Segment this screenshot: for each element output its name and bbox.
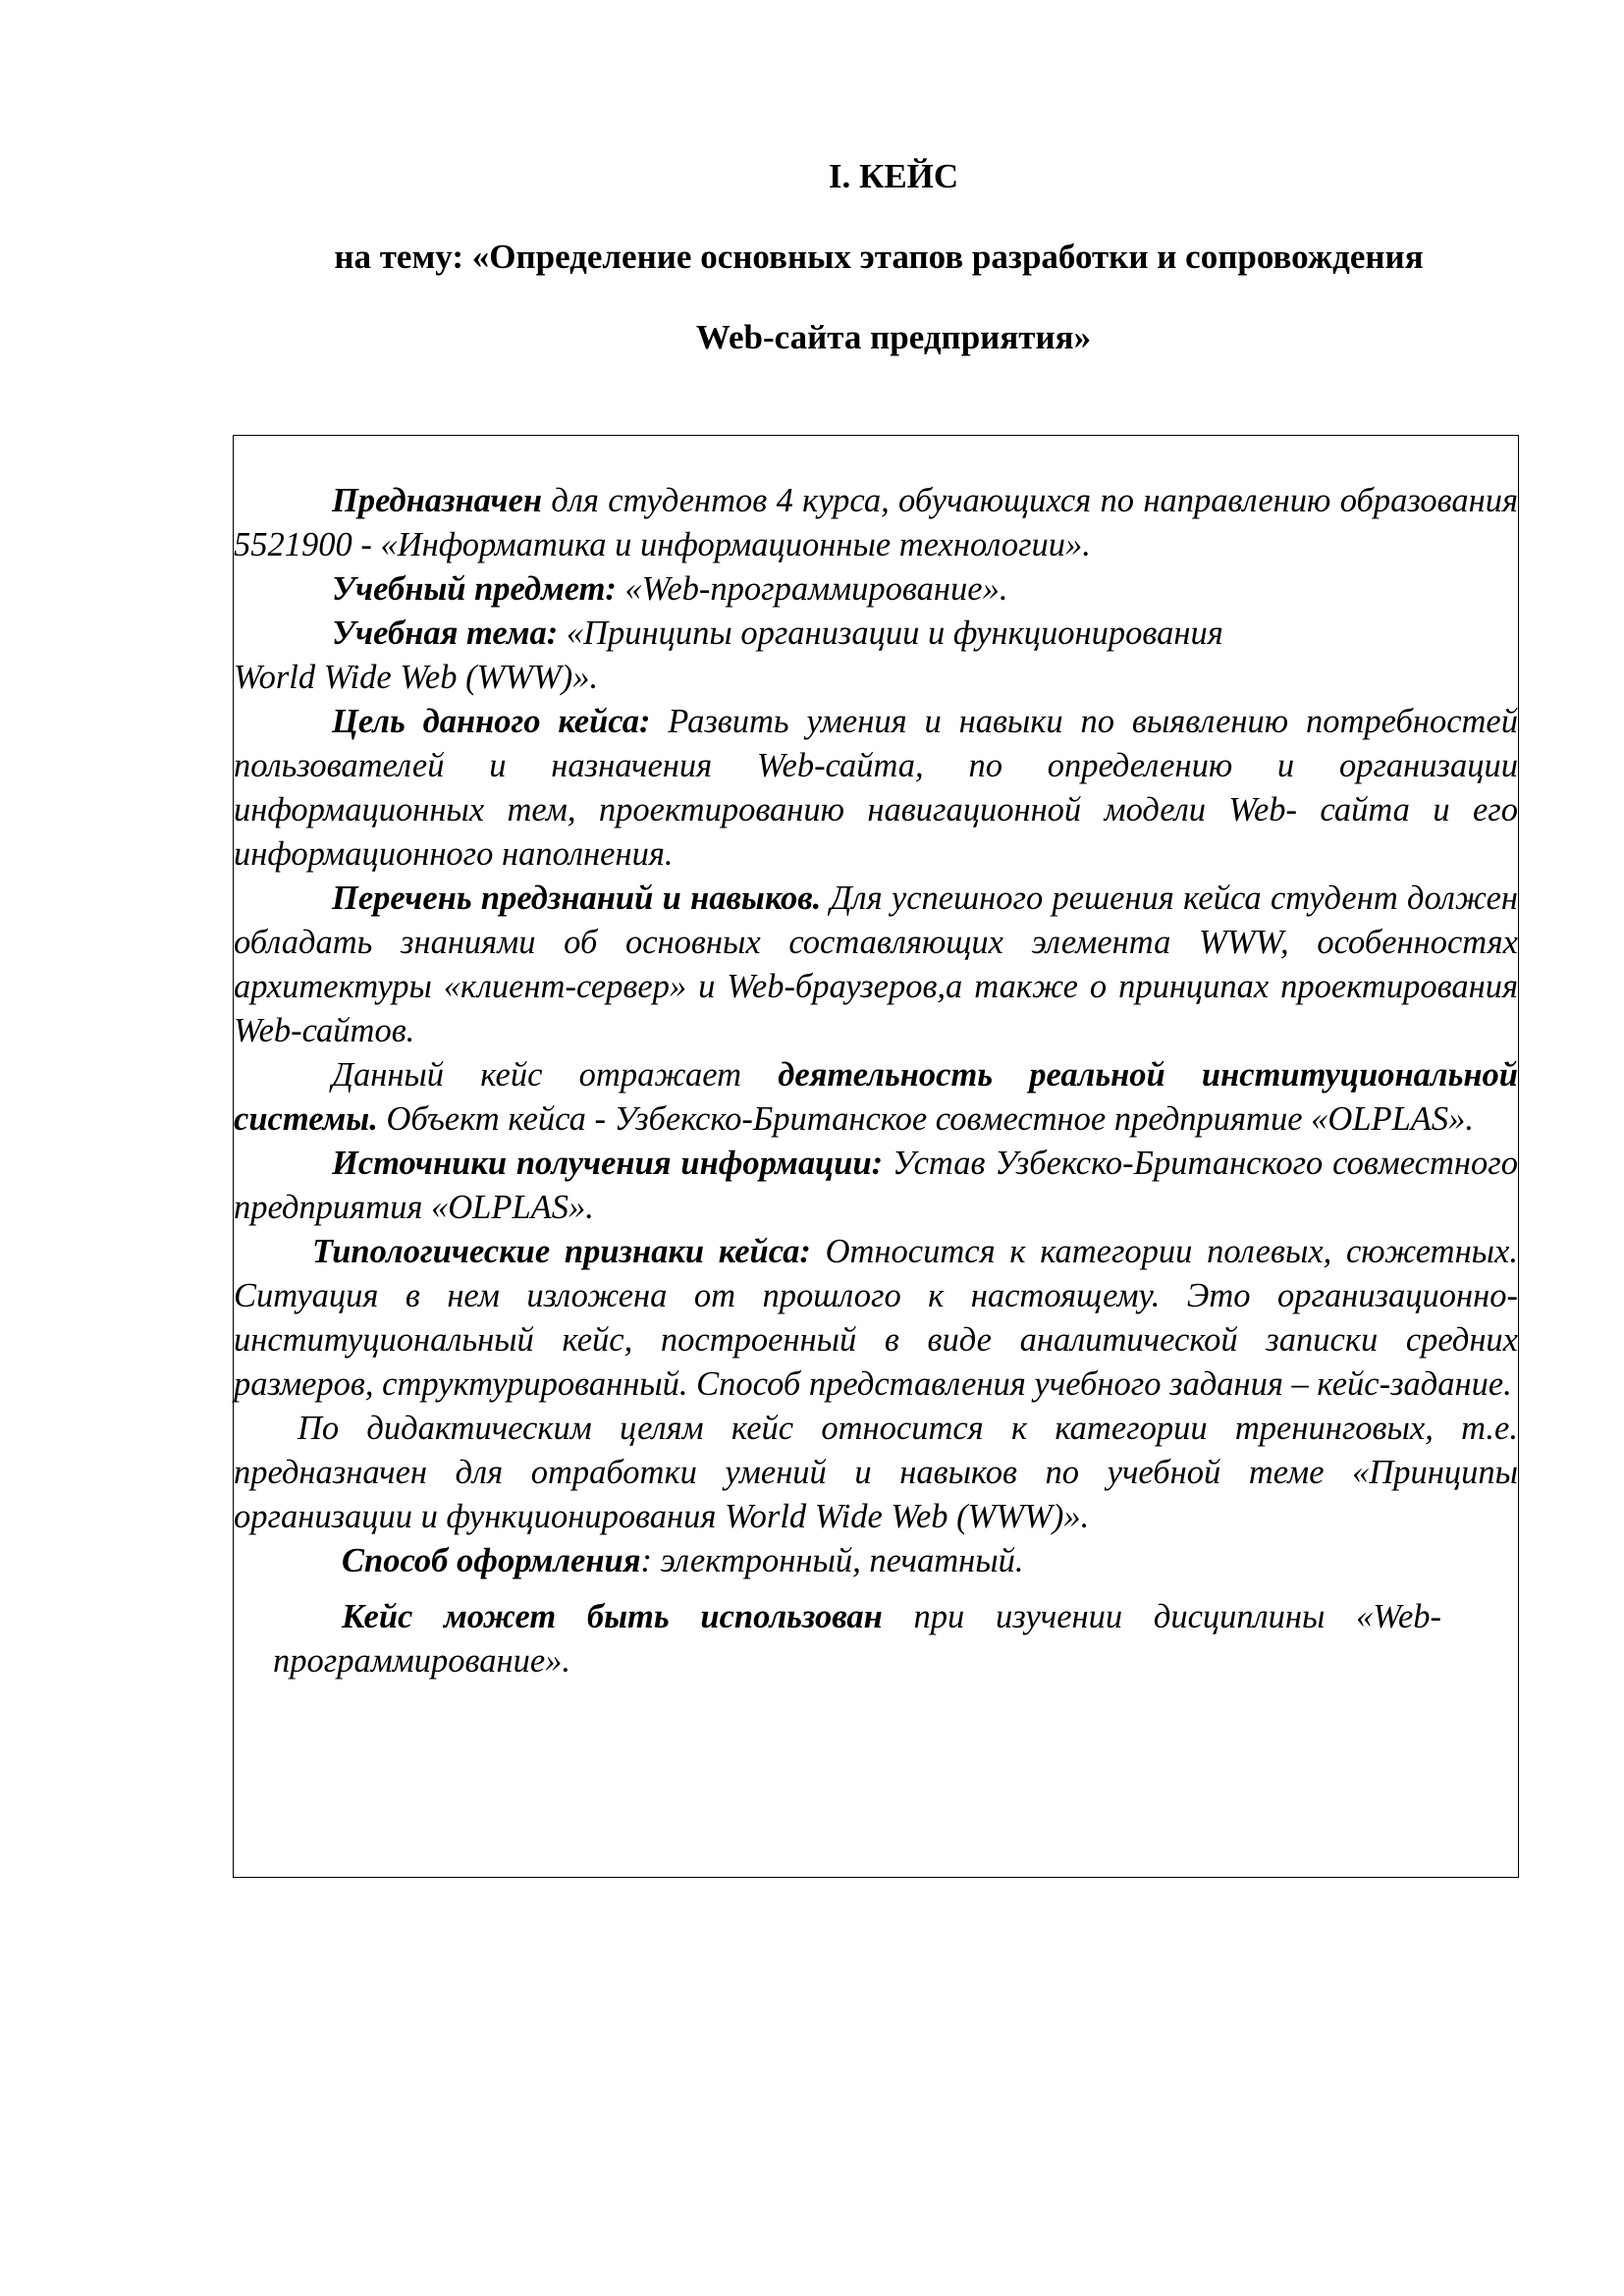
- text-prerequisites: Для успешного решения кейса студент должен обладать знаниями об основных составляющих элемента WWW, особенностях архитектуры «клиент-сервер» и Web-браузеров,а также о принципах проектирования Web-сайтов.: [234, 880, 1518, 1049]
- paragraph-topic: [234, 612, 1518, 656]
- label-goal: Цель данного кейса:: [332, 703, 651, 740]
- paragraph-format: [234, 1539, 1518, 1583]
- case-description-text: [234, 479, 1518, 1683]
- label-case-object: деятельность реальной институциональной системы.: [234, 1056, 1518, 1138]
- paragraph-didactic: [234, 1407, 1518, 1539]
- text-goal: Развить умения и навыки по выявлению потребностей пользователей и назначения Web-сайта, по определению и организации информационных тем, проектированию навигационной модели Web- сайта и его информационного наполнения.: [234, 703, 1518, 873]
- paragraph-case-object: [234, 1053, 1518, 1142]
- label-topic: Учебная тема:: [332, 614, 559, 652]
- paragraph-usage: [234, 1595, 1441, 1683]
- label-usage: Кейс может быть использован: [342, 1598, 883, 1635]
- text-purpose: для студентов 4 курса, обучающихся по направлению образования 5521900 - «Информатика и информационные технологии».: [234, 482, 1518, 563]
- title-topic-line1: на тему: «Определение основных этапов разработки и сопровождения: [334, 238, 1424, 276]
- title-topic-line2: Web-сайта предприятия»: [695, 318, 1092, 356]
- label-subject: Учебный предмет:: [332, 570, 617, 608]
- paragraph-goal: [234, 700, 1518, 877]
- label-prerequisites: Перечень предзнаний и навыков.: [332, 880, 822, 917]
- paragraph-topic-cont: World Wide Web (WWW)».: [234, 659, 599, 696]
- text-usage: при изучении дисциплины «Web-программирование».: [273, 1598, 1441, 1680]
- paragraph-sources: [234, 1142, 1518, 1230]
- text-sources: Устав Узбекско-Британского совместного предприятия «OLPLAS».: [234, 1145, 1518, 1226]
- title-case-number: I. КЕЙС: [828, 157, 959, 195]
- paragraph-typology: [234, 1230, 1518, 1407]
- label-sources: Источники получения информации:: [332, 1145, 884, 1182]
- text-format: : электронный, печатный.: [640, 1542, 1024, 1579]
- text-didactic: По дидактическим целям кейс относится к категории тренинговых, т.е. предназначен для отработки умений и навыков по учебной теме «Принципы организации и функционирования World Wide Web (WWW)».: [234, 1410, 1518, 1535]
- text-case-object-end: Объект кейса - Узбекско-Британское совместное предприятие «OLPLAS».: [377, 1100, 1474, 1138]
- label-typology: Типологические признаки кейса:: [312, 1233, 811, 1270]
- text-subject: «Web-программирование».: [616, 570, 1008, 608]
- paragraph-subject: [234, 567, 1518, 612]
- text-case-object-start: Данный кейс отражает: [332, 1056, 779, 1094]
- document-title: [226, 147, 1532, 367]
- label-purpose: Предназначен: [332, 482, 543, 519]
- paragraph-prerequisites: [234, 877, 1518, 1053]
- label-format: Способ оформления: [342, 1542, 641, 1579]
- text-topic: «Принципы организации и функционирования: [558, 614, 1223, 652]
- text-typology: Относится к категории полевых, сюжетных. Ситуация в нем изложена от прошлого к настоящему. Это организационно-институциональный кейс, построенный в виде аналитической записки средних размеров, структурированный. Способ представления учебного задания – кейс-задание.: [234, 1233, 1518, 1403]
- paragraph-purpose: [234, 479, 1518, 567]
